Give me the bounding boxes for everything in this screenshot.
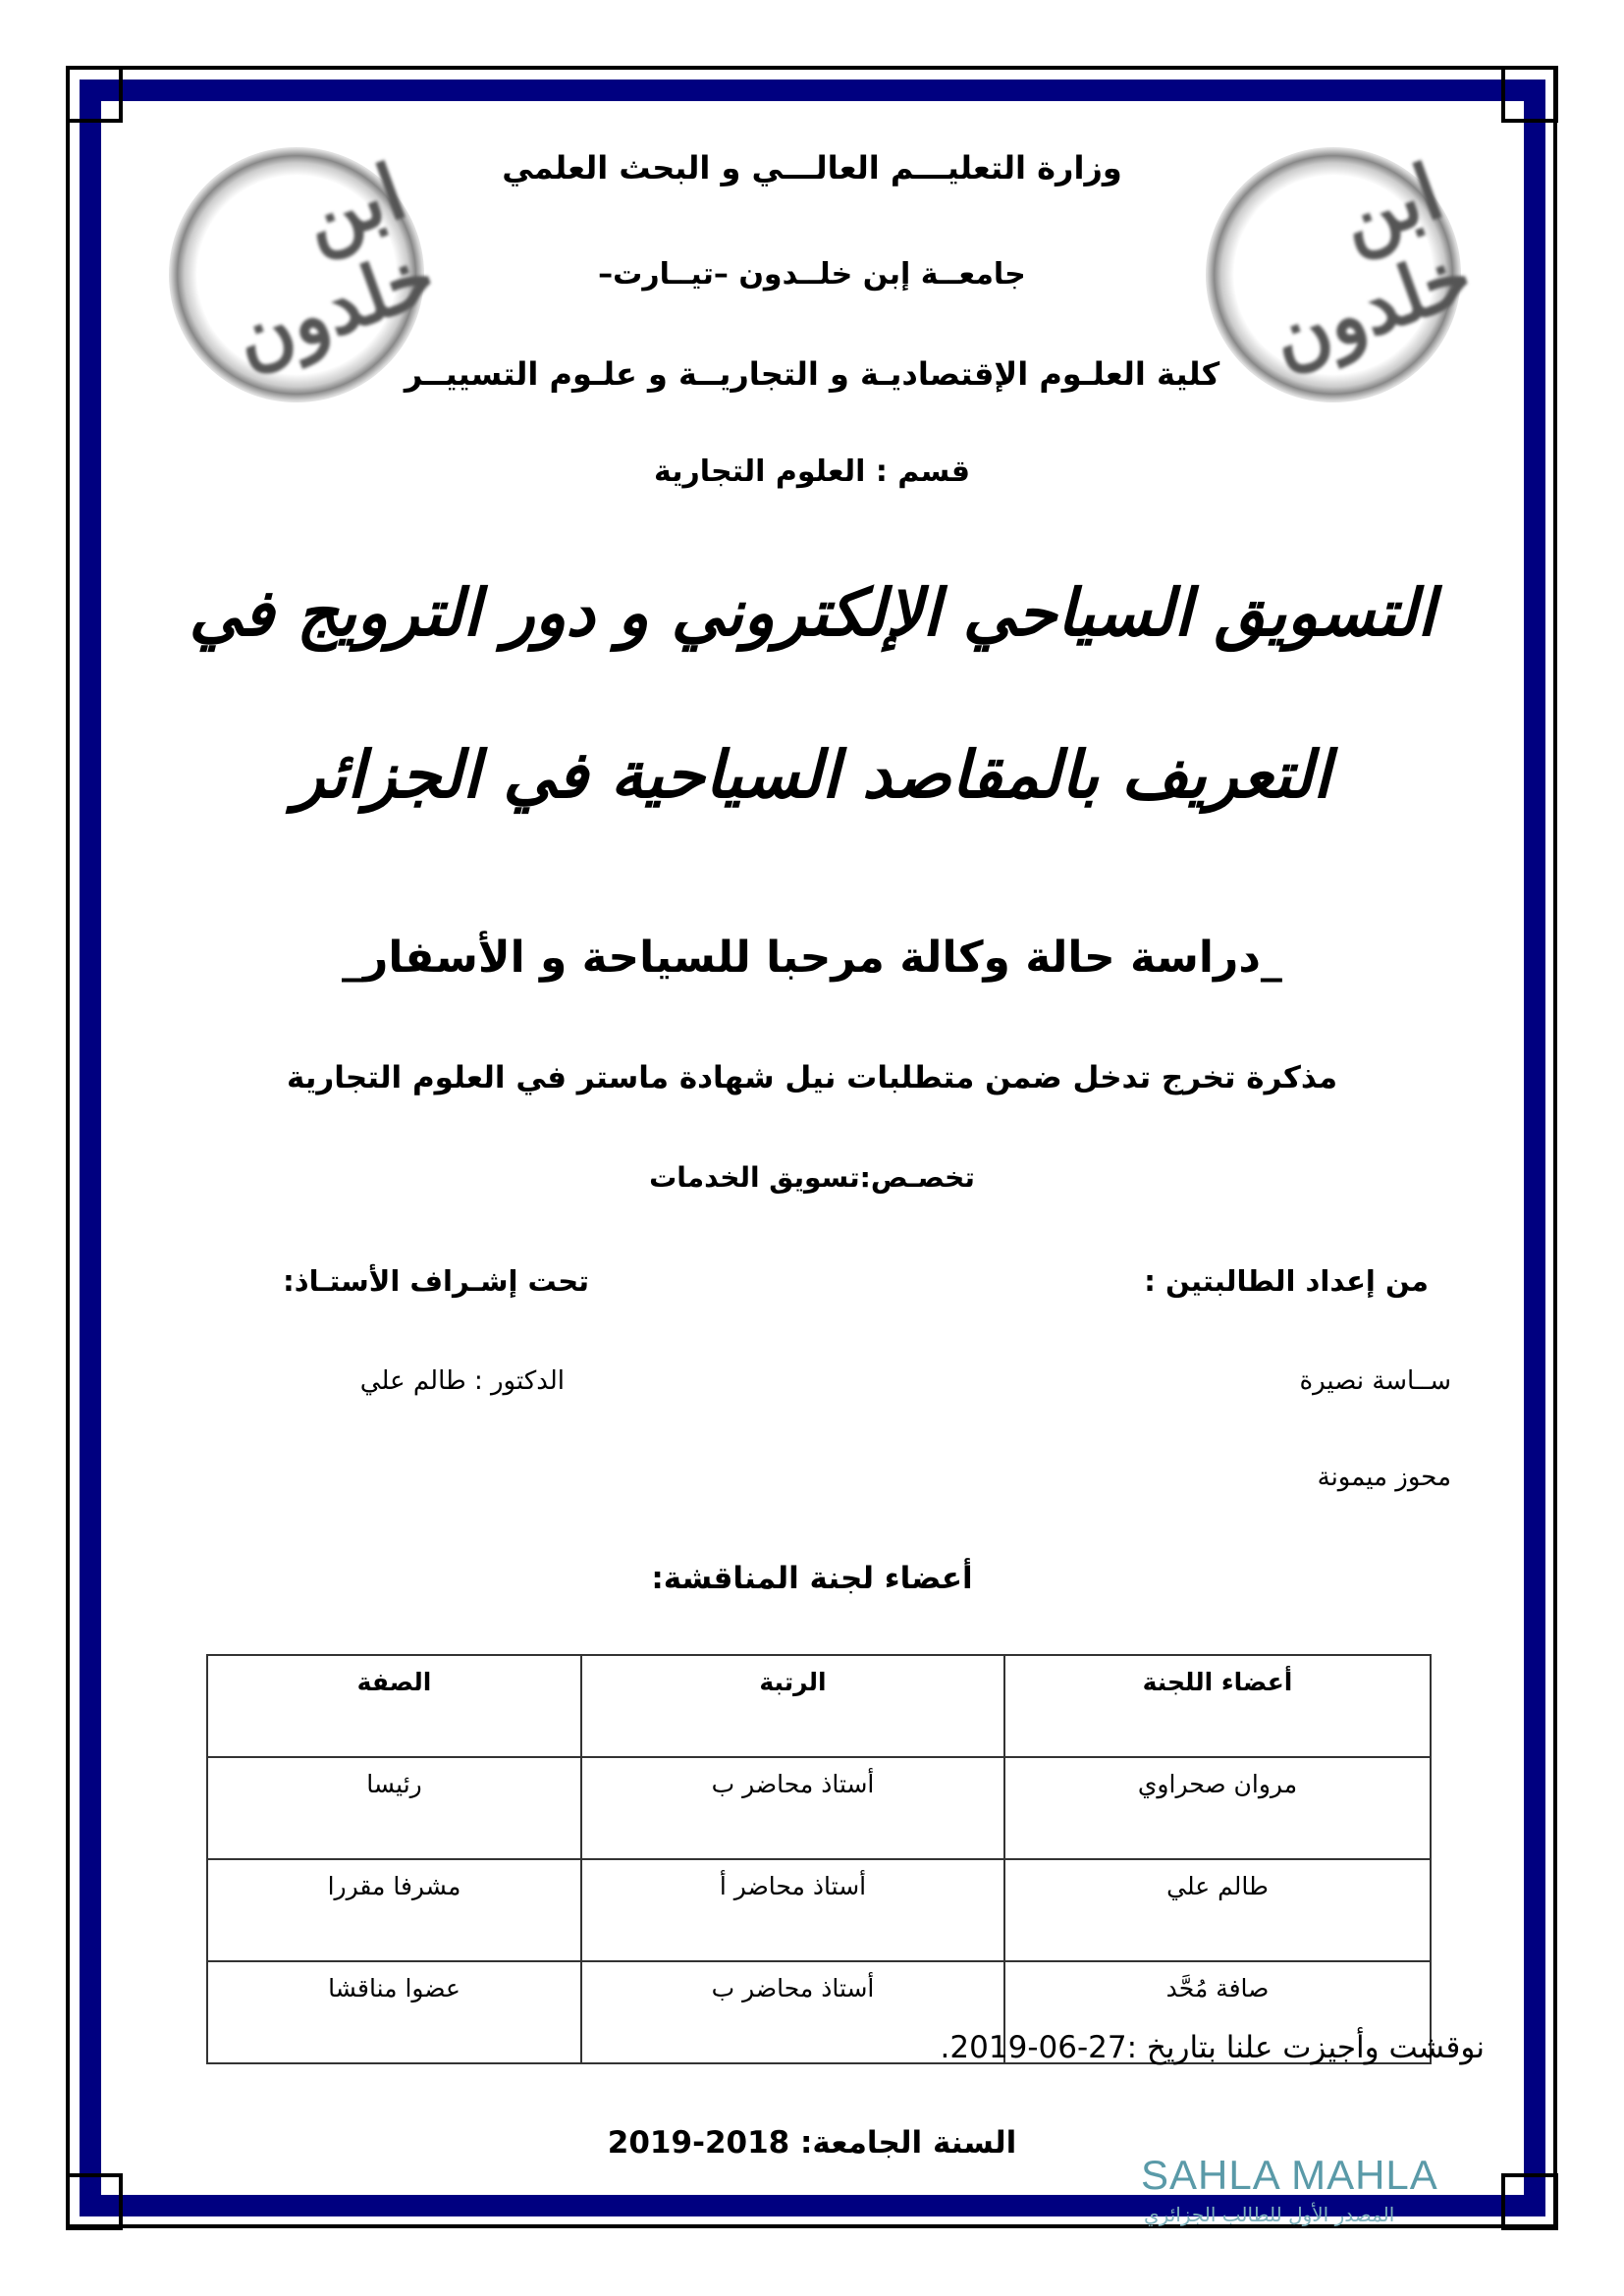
member-rank: أستاذ محاضر ب (581, 1961, 1004, 2063)
supervisor-label: تحت إشـراف الأستـاذ: (283, 1264, 589, 1298)
committee-table (206, 1654, 1432, 2064)
watermark-tagline: المصدر الأول للطالب الجزائري (1144, 2203, 1395, 2226)
ministry-name: وزارة التعليـــم العالـــي و البحث العلمي (502, 149, 1122, 187)
corner-box-tl (66, 66, 123, 123)
column-header: أعضاء اللجنة (1004, 1655, 1431, 1757)
member-name: صافة مُحَّد (1004, 1961, 1431, 2063)
university-name: جامعــة إبن خلــدون –تيــارت– (598, 257, 1026, 292)
thesis-title-line1: التسويق السياحي الإلكتروني و دور الترويج في (189, 574, 1435, 651)
faculty-name: كلية العلـوم الإقتصاديـة و التجاريــة و علـوم التسييــر (404, 355, 1220, 393)
member-role: مشرفا مقررا (207, 1859, 581, 1961)
member-rank: أستاذ محاضر ب (581, 1757, 1004, 1859)
border-right (1524, 80, 1545, 2216)
memo-description: مذكرة تخرج تدخل ضمن متطلبات نيل شهادة ماستر في العلوم التجارية (286, 1060, 1338, 1095)
member-name: طالم علي (1004, 1859, 1431, 1961)
specialty: تخصـص:تسويق الخدمات (649, 1161, 975, 1194)
student-name: ســاسة نصيرة (1299, 1366, 1451, 1396)
committee-heading: أعضاء لجنة المناقشة: (651, 1561, 973, 1596)
seal-logo-text: ابن خلدون (222, 147, 448, 386)
member-role: رئيسا (207, 1757, 581, 1859)
seal-logo-text: ابن خلدون (1259, 147, 1485, 386)
member-name: مروان صحراوي (1004, 1757, 1431, 1859)
student-name: محوز ميمونة (1317, 1463, 1451, 1492)
thesis-subtitle: _دراسة حالة وكالة مرحبا للسياحة و الأسفار_ (342, 933, 1282, 983)
thesis-title-line2: التعريف بالمقاصد السياحية في الجزائر (293, 736, 1331, 813)
table-header-row (207, 1655, 1431, 1757)
border-top (80, 80, 1545, 101)
supervisor-name: الدكتور : طالم علي (359, 1366, 565, 1396)
academic-year: السنة الجامعة: 2018-2019 (607, 2125, 1017, 2161)
table-row (207, 1757, 1431, 1859)
member-rank: أستاذ محاضر أ (581, 1859, 1004, 1961)
border-left (80, 80, 101, 2216)
department-name: قسم : العلوم التجارية (654, 454, 970, 489)
students-label: من إعداد الطالبتين : (1144, 1264, 1429, 1298)
member-role: عضوا مناقشا (207, 1961, 581, 2063)
defense-date: نوقشت وأجيزت علنا بتاريخ :27-06-2019. (940, 2030, 1485, 2065)
corner-box-tr (1501, 66, 1558, 123)
corner-box-br (1501, 2173, 1558, 2230)
column-header: الرتبة (581, 1655, 1004, 1757)
table-row (207, 1859, 1431, 1961)
column-header: الصفة (207, 1655, 581, 1757)
corner-box-bl (66, 2173, 123, 2230)
watermark-brand: SAHLA MAHLA (1141, 2152, 1438, 2198)
